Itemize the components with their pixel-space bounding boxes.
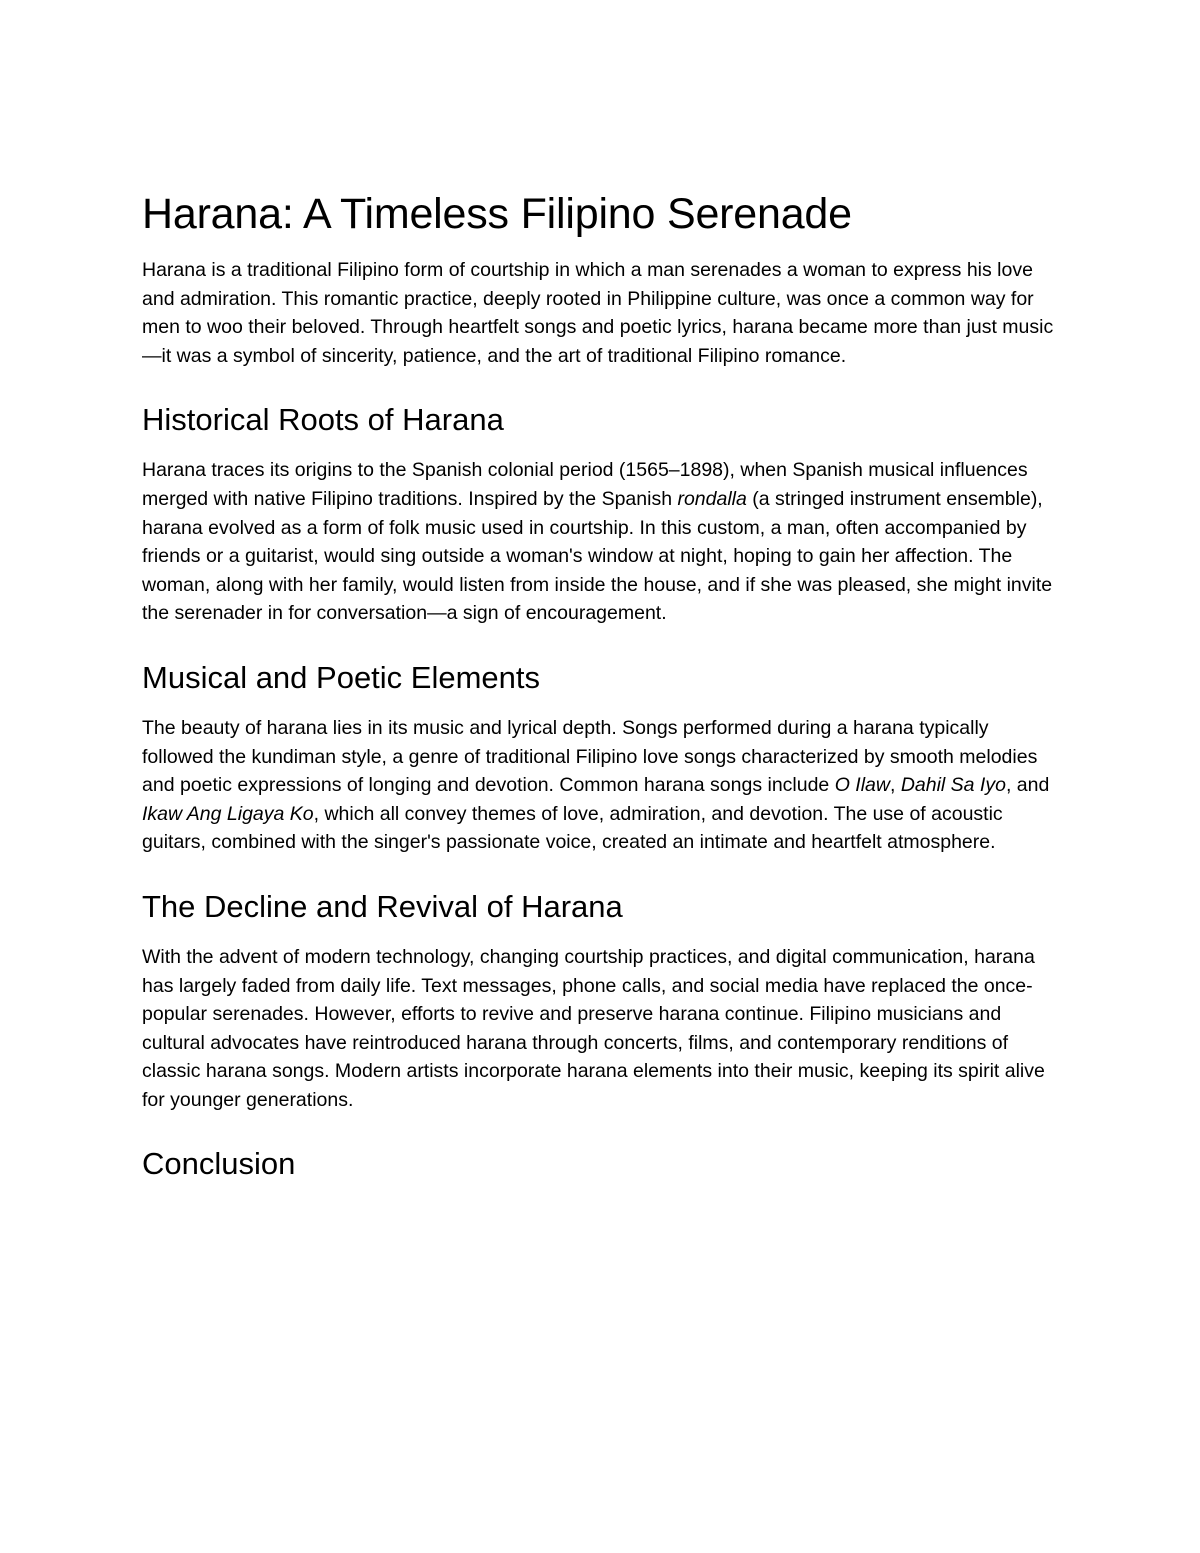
italic-term-rondalla: rondalla: [677, 487, 747, 510]
text-run: (a stringed instrument ensemble), harana evolved as a form of folk music used in courtship. In this custom, a man, often accompanied by friends or a guitarist, would sing outside a woman's window at night, hoping to gain her affection. The woman, along with her family, would listen from inside the house, and if she was pleased, she might invite the serenader in for conversation—a sign of encouragement.: [142, 487, 1053, 625]
section-paragraph-musical-poetic: [142, 714, 1062, 857]
text-run: , which all convey themes of love, admiration, and devotion. The use of acoustic guitars, combined with the singer's passionate voice, created an intimate and heartfelt atmosphere.: [142, 802, 1003, 854]
text-run: Harana traces its origins to the Spanish colonial period (1565–1898), when Spanish musical influences merged with native Filipino traditions. Inspired by the Spanish: [142, 459, 1028, 510]
section-heading-decline-revival: The Decline and Revival of Harana: [142, 888, 623, 924]
section-heading-conclusion: Conclusion: [142, 1146, 296, 1182]
text-run: The beauty of harana lies in its music and lyrical depth. Songs performed during a harana typically followed the kundiman style, a genre of traditional Filipino love songs characterized by smooth melodies and poetic expressions of longing and devotion. Common harana songs include: [142, 716, 1038, 797]
song-title-ikaw-ang-ligaya-ko: Ikaw Ang Ligaya Ko: [142, 802, 314, 825]
text-run: , and: [1005, 774, 1050, 797]
document-title: Harana: A Timeless Filipino Serenade: [142, 190, 852, 238]
section-paragraph-historical-roots: [142, 456, 1062, 628]
text-run: ,: [889, 774, 901, 797]
intro-paragraph: Harana is a traditional Filipino form of courtship in which a man serenades a woman to express his love and admiration. This romantic practice, deeply rooted in Philippine culture, was once a common way for men to woo their beloved. Through heartfelt songs and poetic lyrics, harana became more than just music—it was a symbol of sincerity, patience, and the art of traditional Filipino romance.: [142, 259, 1054, 367]
section-heading-musical-poetic: Musical and Poetic Elements: [142, 659, 541, 695]
song-title-o-ilaw: O Ilaw: [834, 774, 890, 797]
section-heading-historical-roots: Historical Roots of Harana: [142, 402, 504, 438]
section-paragraph-decline-revival: With the advent of modern technology, changing courtship practices, and digital communication, harana has largely faded from daily life. Text messages, phone calls, and social media have replaced the once-popular serenades. However, efforts to revive and preserve harana continue. Filipino musicians and cultural advocates have reintroduced harana through concerts, films, and contemporary renditions of classic harana songs. Modern artists incorporate harana elements into their music, keeping its spirit alive for younger generations.: [142, 945, 1045, 1111]
song-title-dahil-sa-iyo: Dahil Sa Iyo: [900, 774, 1006, 797]
document-page: [142, 186, 1062, 1200]
